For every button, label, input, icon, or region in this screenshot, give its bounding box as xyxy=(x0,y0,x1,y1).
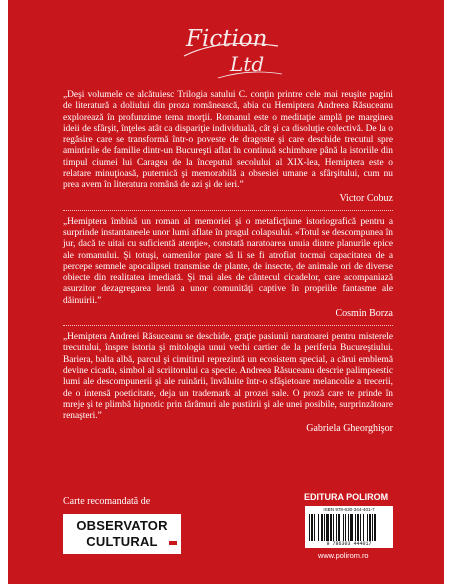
review-block xyxy=(63,90,393,204)
review-author: Gabriela Gheorghişor xyxy=(306,423,393,435)
review-quote-text: „Hemiptera îmbină un roman al memoriei şi o metaficţiune istoriografică pentru a surprinde instantaneele unor lumi aflate în pragul colapsului. «Totul se descompunea în jur, dacă te uitai cu suficientă atenţie», constată naratoarea unuia dintre planurile epice ale romanului. Şi totuşi, oamenilor pare să li se fi atrofiat tocmai capacitatea de a percepe semnele apocalipsei transmise de plante, de insecte, de animale ori de diverse obiecte din realitatea imediată. Şi mai ales de cântecul cicadelor, care acompaniază asurzitor dezagregarea lentă a unor comunităţi captive în propriile fantasme ale dăinuirii.” xyxy=(63,216,393,306)
observator-cultural-logo xyxy=(63,514,181,554)
review-quote-text: „Deşi volumele ce alcătuiesc Trilogia satului C. conţin printre cele mai reuşite pagini de literatură a doliului din proza românească, abia cu Hemiptera Andreea Răsuceanu explorează în profunzime tema morţii. Romanul este o meditaţie amplă pe marginea ideii de sfârşit, înţeles atât ca dispariţie individuală, cât şi ca disoluţie colectivă. De la o regăsire care se transformă într-o poveste de dragoste şi care deschide trecutul spre amintirile de familie dintr-un Bucureşti aflat în continuă schimbare până la istoriile din timpul ciumei lui Caragea de la începutul secolului al XIX-lea, Hemiptera este o relatare minuţioasă, puternică şi memorabilă a obsesiei umane a sfârşitului, cum nu prea avem în literatura română de azi şi de ieri.” xyxy=(63,90,393,191)
dotted-divider xyxy=(63,325,393,326)
review-quotes xyxy=(63,90,393,434)
publisher-website: www.polirom.ro xyxy=(318,551,369,560)
recommended-label: Carte recomandată de xyxy=(63,496,151,507)
review-block xyxy=(63,217,393,319)
fiction-ltd-logo xyxy=(178,26,288,86)
review-block xyxy=(63,332,393,434)
dotted-divider xyxy=(63,210,393,211)
recommender-line-2: CULTURAL xyxy=(86,534,158,549)
isbn-text: ISBN 978-630-344-401-7 xyxy=(323,507,375,512)
publisher-name: EDITURA POLIROM xyxy=(304,492,389,502)
review-author: Cosmin Borza xyxy=(335,308,393,320)
logo-line-ltd: Ltd xyxy=(230,52,265,76)
isbn-barcode xyxy=(305,506,393,548)
barcode-icon xyxy=(309,514,389,541)
logo-line-fiction: Fiction xyxy=(186,26,268,52)
barcode-digits: 9 786303 444017 xyxy=(326,541,372,547)
review-author: Victor Cobuz xyxy=(339,192,393,204)
logo-accent-bar xyxy=(169,541,177,545)
recommender-line-1: OBSERVATOR xyxy=(76,518,168,533)
review-quote-text: „Hemiptera Andreei Răsuceanu se deschide, graţie pasiunii naratoarei pentru misterele trecutului, înspre istoria şi mitologia unui vechi cartier de la periferia Bucureştiului. Bariera, balta albă, parcul şi cimitirul reprezintă un ecosistem special, a cărui emblemă devine cicada, simbol al scriitorului ca specie. Andreea Răsuceanu descrie palimpsestic lumi ale descompunerii şi ale ruinării, învăluite într-o sfâşietoare melancolie a trecerii, de o intensă poeticitate, deja un trademark al prozei sale. O proză care te prinde în mreje şi te plimbă hipnotic prin tărâmuri ale pustiirii şi ale unei posibile, surprinzătoare renaşteri.” xyxy=(63,332,393,422)
back-cover xyxy=(8,0,444,584)
